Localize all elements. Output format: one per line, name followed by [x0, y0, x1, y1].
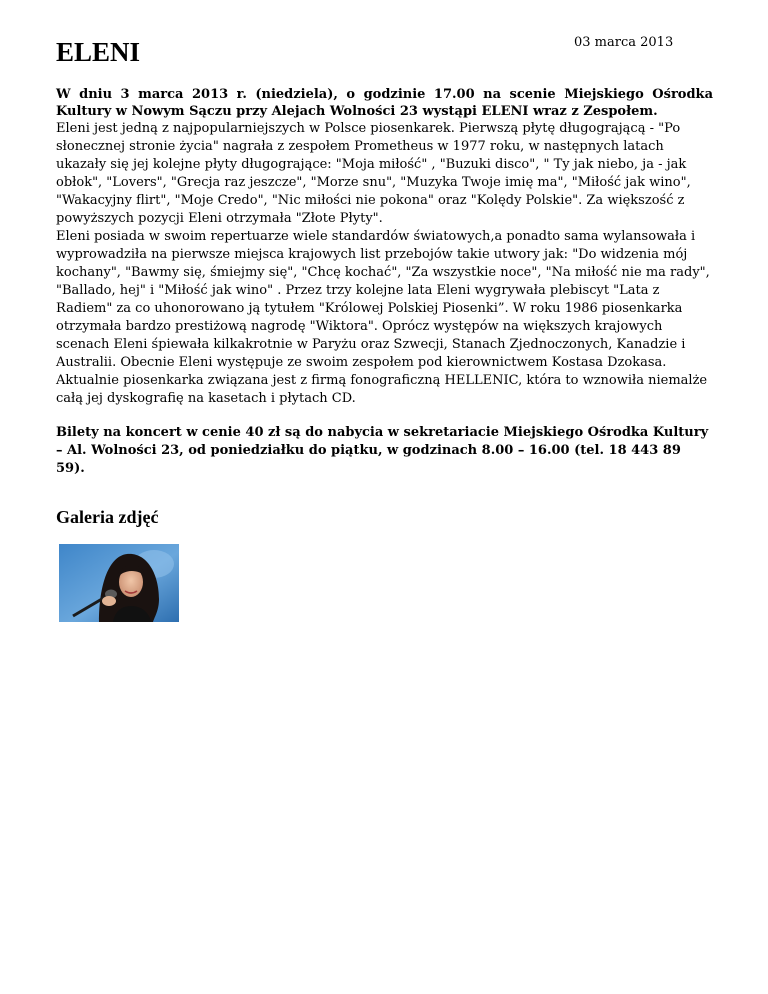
- ticket-info: Bilety na koncert w cenie 40 zł są do nabycia w sekretariacie Miejskiego Ośrodka Kultury – Al. Wolności 23, od poniedziałku do piątku, w godzinach 8.00 – 16.00 (tel. 18 443 89 59).: [56, 425, 709, 476]
- article-paragraph-1: Eleni jest jedną z najpopularniejszych w Polsce piosenkarek. Pierwszą płytę długogrającą - "Po słonecznej stronie życia" nagrała z zespołem Prometheus w 1977 roku, w następnych latach ukazały się jej kolejne płyty długogrające: "Moja miłość" , "Buzuki disco", " Ty jak niebo, ja - jak obłok", "Lovers", "Grecja raz jeszcze", "Morze snu", "Muzyka Twoje imię ma", "Miłość jak wino", "Wakacyjny flirt", "Moje Credo", "Nic miłości nie pokona" oraz "Kolędy Polskie". Za większość z powyższych pozycji Eleni otrzymała "Złote Płyty".: [56, 121, 691, 226]
- article-title: ELENI: [56, 37, 141, 67]
- gallery-title: Galeria zdjęć: [56, 507, 159, 527]
- photo-gallery: [59, 544, 713, 622]
- gallery-thumbnail[interactable]: [59, 544, 179, 622]
- article: [56, 30, 713, 622]
- article-header: [56, 30, 713, 86]
- article-lead: W dniu 3 marca 2013 r. (niedziela), o godzinie 17.00 na scenie Miejskiego Ośrodka Kultury w Nowym Sączu przy Alejach Wolności 23 wystąpi ELENI wraz z Zespołem.: [56, 87, 713, 119]
- article-date: 03 marca 2013: [574, 35, 674, 50]
- article-paragraph-2: Eleni posiada w swoim repertuarze wiele standardów światowych,a ponadto sama wylansowała i wyprowadziła na pierwsze miejsca krajowych list przebojów takie utwory jak: "Do widzenia mój kochany", "Bawmy się, śmiejmy się", "Chcę kochać", "Za wszystkie noce", "Na miłość nie ma rady", "Ballado, hej" i "Miłość jak wino" . Przez trzy kolejne lata Eleni wygrywała plebiscyt "Lata z Radiem" za co uhonorowano ją tytułem "Królowej Polskiej Piosenki”. W roku 1986 piosenkarka otrzymała bardzo prestiżową nagrodę "Wiktora". Oprócz występów na większych krajowych scenach Eleni śpiewała kilkakrotnie w Paryżu oraz Szwecji, Stanach Zjednoczonych, Kanadzie i Australii. Obecnie Eleni występuje ze swoim zespołem pod kierownictwem Kostasa Dzokasa. Aktualnie piosenkarka związana jest z firmą fonograficzną HELLENIC, która to wznowiła niemalże całą jej dyskografię na kasetach i płytach CD.: [56, 229, 710, 406]
